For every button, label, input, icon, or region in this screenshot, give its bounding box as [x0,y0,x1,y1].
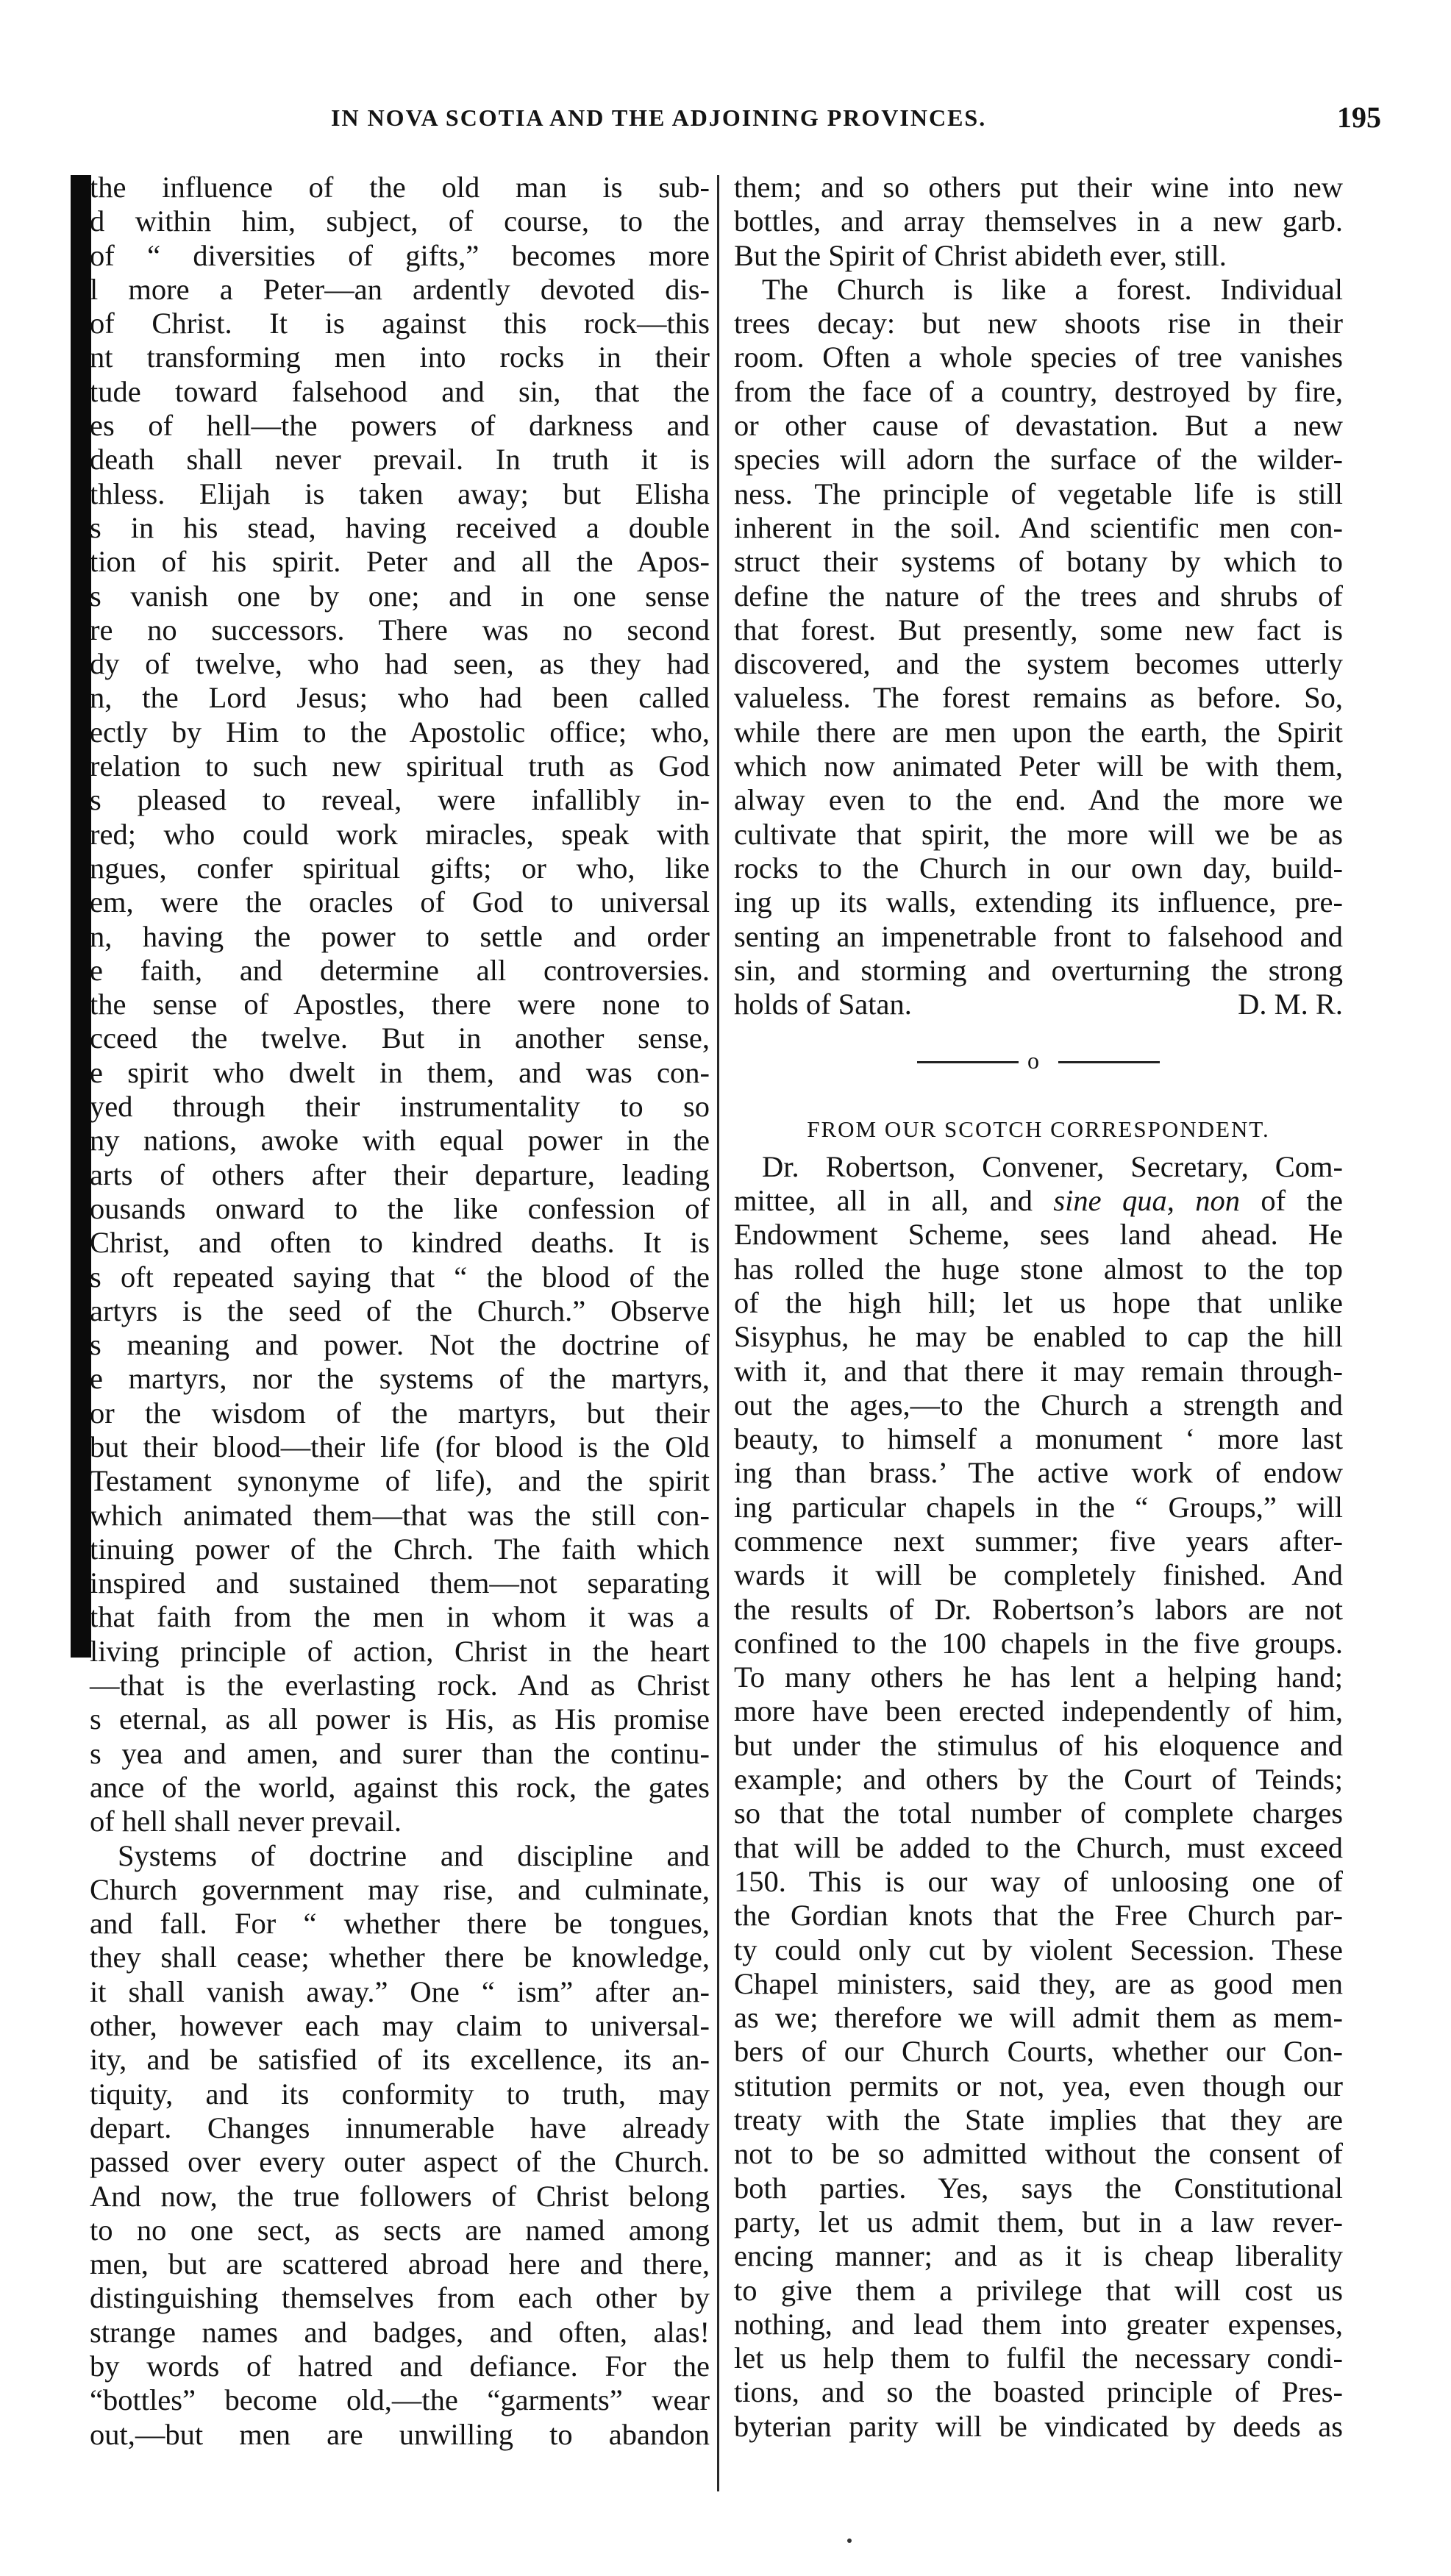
text-line: s in his stead, having received a double [90,510,710,544]
divider-rule-right [1058,1061,1160,1063]
text-line: depart. Changes innumerable have already [90,2111,710,2144]
text-line: To many others he has lent a helping hand; [734,1660,1343,1694]
text-line: tion of his spirit. Peter and all the Apos- [90,545,710,579]
text-line: es of hell—the powers of darkness and [90,409,710,443]
text-line: wards it will be completely finished. And [734,1558,1343,1592]
text-line: inherent in the soil. And scientific men con- [734,510,1343,544]
text-line: party, let us admit them, but in a law rever- [734,2205,1343,2238]
text-line: tiquity, and its conformity to truth, may [90,2077,710,2111]
text-line: let us help them to fulfil the necessary condi- [734,2341,1343,2375]
text-line: bottles, and array themselves in a new garb. [734,204,1343,238]
text-line: while there are men upon the earth, the Spirit [734,715,1343,749]
closing-line [734,988,1343,1021]
text-line: s oft repeated saying that “ the blood of the [90,1260,710,1294]
text-line: or the wisdom of the martyrs, but their [90,1396,710,1430]
text-line: out the ages,—to the Church a strength and [734,1388,1343,1421]
text-line: by words of hatred and defiance. For the [90,2350,710,2383]
text-line: passed over every outer aspect of the Church. [90,2145,710,2179]
text-line: both parties. Yes, says the Constitutional [734,2171,1343,2205]
text-line: that forest. But presently, some new fact is [734,613,1343,646]
text-line: nothing, and lead them into greater expenses, [734,2307,1343,2341]
page-number: 195 [1337,101,1381,134]
text-line: the influence of the old man is sub- [90,171,710,204]
text-line: of “ diversities of gifts,” becomes more [90,238,710,272]
text-line: “bottles” become old,—the “garments” wear [90,2383,710,2417]
text-line: ness. The principle of vegetable life is still [734,477,1343,510]
text-line: treaty with the State implies that they are [734,2103,1343,2137]
text-line: out,—but men are unwilling to abandon [90,2417,710,2451]
text-line: tude toward falsehood and sin, that the [90,374,710,408]
text-line: men, but are scattered abroad here and there, [90,2247,710,2281]
text-line: other, however each may claim to universal- [90,2009,710,2043]
text-line: sin, and storming and overturning the strong [734,953,1343,987]
text-line: Sisyphus, he may be enabled to cap the hill [734,1320,1343,1354]
text-line: senting an impenetrable front to falsehood and [734,919,1343,953]
text-line: re no successors. There was no second [90,613,710,646]
text-line: so that the total number of complete charges [734,1797,1343,1830]
text-line: it shall vanish away.” One “ ism” after an- [90,1974,710,2008]
left-column [90,171,710,2452]
text-line: n, the Lord Jesus; who had been called [90,681,710,715]
text-line: dy of twelve, who had seen, as they had [90,647,710,681]
text-line: struct their systems of botany by which to [734,545,1343,579]
text-line: from the face of a country, destroyed by fire, [734,374,1343,408]
text-line: has rolled the huge stone almost to the top [734,1252,1343,1285]
text-line: but under the stimulus of his eloquence and [734,1728,1343,1762]
text-line: ousands onward to the like confession of [90,1191,710,1225]
text-line: s vanish one by one; and in one sense [90,579,710,613]
text-line: example; and others by the Court of Teinds; [734,1763,1343,1797]
text-line: Systems of doctrine and discipline and [118,1838,710,1872]
text-line: red; who could work miracles, speak with [90,817,710,851]
text-line: 150. This is our way of unloosing one of [734,1864,1343,1898]
text-line: arts of others after their departure, leading [90,1157,710,1191]
text-line: strange names and badges, and often, alas! [90,2315,710,2349]
text-line: define the nature of the trees and shrubs of [734,579,1343,613]
text-line: alway even to the end. And the more we [734,783,1343,817]
text-line: commence next summer; five years after- [734,1524,1343,1558]
text-line: ance of the world, against this rock, the gates [90,1770,710,1804]
text-line: not to be so admitted without the consent of [734,2137,1343,2171]
text-line: the sense of Apostles, there were none to [90,988,710,1021]
text-line: Dr. Robertson, Convener, Secretary, Com- [762,1149,1343,1183]
text-line: ectly by Him to the Apostolic office; who, [90,715,710,749]
text-line: of the high hill; let us hope that unlike [734,1285,1343,1319]
text-line: which now animated Peter will be with them, [734,749,1343,783]
text-line: beauty, to himself a monument ‘ more last [734,1422,1343,1456]
text-line: em, were the oracles of God to universal [90,885,710,919]
text-line: —that is the everlasting rock. And as Christ [90,1669,710,1702]
text-line: Testament synonyme of life), and the spirit [90,1464,710,1498]
text-line: as we; therefore we will admit them as mem- [734,2001,1343,2035]
text-line: room. Often a whole species of tree vanishes [734,340,1343,374]
text-line: n, having the power to settle and order [90,919,710,953]
article-continuation [734,171,1343,988]
text-line: they shall cease; whether there be knowledge, [90,1941,710,1974]
text-line: distinguishing themselves from each other by [90,2281,710,2315]
text-line: cultivate that spirit, the more will we be as [734,817,1343,851]
text-line: them; and so others put their wine into new [734,171,1343,204]
text-line: byterian parity will be vindicated by deeds as [734,2409,1343,2443]
text-line: living principle of action, Christ in the heart [90,1634,710,1668]
text-fragment: mittee, all in all, and [734,1184,1054,1218]
text-line: s pleased to reveal, were infallibly in- [90,783,710,817]
text-line: valueless. The forest remains as before. So, [734,681,1343,715]
text-line: thless. Elijah is taken away; but Elisha [90,477,710,510]
text-line: ing up its walls, extending its influence, pre- [734,885,1343,919]
text-line: tions, and so the boasted principle of Pres- [734,2375,1343,2409]
text-line: The Church is like a forest. Individual [762,272,1343,306]
text-line: discovered, and the system becomes utterly [734,647,1343,681]
text-line: e faith, and determine all controversies. [90,953,710,987]
binding-edge-shadow [71,175,91,1658]
latin-phrase: sine qua, non [1053,1184,1240,1218]
text-line: ny nations, awoke with equal power in the [90,1124,710,1157]
text-line: species will adorn the surface of the wilder- [734,443,1343,477]
text-line-latin [734,1184,1343,1218]
running-header: IN NOVA SCOTIA AND THE ADJOINING PROVINCES. [331,104,987,131]
section-title: FROM OUR SCOTCH CORRESPONDENT. [807,1116,1270,1143]
text-line: But the Spirit of Christ abideth ever, still. [734,238,1227,272]
text-line: bers of our Church Courts, whether our Con- [734,2035,1343,2069]
text-line: the results of Dr. Robertson’s labors are not [734,1592,1343,1626]
text-line: which animated them—that was the still con- [90,1498,710,1532]
text-line: to give them a privilege that will cost us [734,2273,1343,2307]
text-line: with it, and that there it may remain through- [734,1354,1343,1388]
text-line: d within him, subject, of course, to the [90,204,710,238]
text-line: And now, the true followers of Christ belong [90,2179,710,2213]
closing-text: holds of Satan. [734,988,912,1021]
right-column [734,171,1343,2444]
text-line: cceed the twelve. But in another sense, [90,1021,710,1055]
text-line: the Gordian knots that the Free Church par- [734,1899,1343,1933]
text-line: to no one sect, as sects are named among [90,2213,710,2247]
correspondent-article [734,1218,1343,2444]
text-line: yed through their instrumentality to so [90,1090,710,1124]
text-line: relation to such new spiritual truth as God [90,749,710,783]
text-line: encing manner; and as it is cheap liberality [734,2239,1343,2273]
text-line: ing than brass.’ The active work of endow [734,1456,1343,1490]
page-mark [847,2538,852,2543]
text-line: l more a Peter—an ardently devoted dis- [90,272,710,306]
text-line: ity, and be satisfied of its excellence, its an- [90,2043,710,2077]
text-line: s meaning and power. Not the doctrine of [90,1328,710,1362]
text-line: Chapel ministers, said they, are as good men [734,1966,1343,2000]
text-line: inspired and sustained them—not separating [90,1566,710,1600]
column-rule [717,175,719,2491]
text-line: s eternal, as all power is His, as His promise [90,1702,710,1736]
text-line: s yea and amen, and surer than the continu- [90,1736,710,1770]
divider-ornament: o [1027,1047,1039,1074]
text-line: nt transforming men into rocks in their [90,340,710,374]
text-line: e spirit who dwelt in them, and was con- [90,1055,710,1089]
section-divider [917,1043,1160,1079]
text-line: confined to the 100 chapels in the five groups. [734,1626,1343,1660]
text-line: e martyrs, nor the systems of the martyrs, [90,1362,710,1396]
text-line: but their blood—their life (for blood is the Old [90,1430,710,1463]
text-line: ngues, confer spiritual gifts; or who, like [90,851,710,885]
text-line: and fall. For “ whether there be tongues, [90,1907,710,1941]
text-line: tinuing power of the Chrch. The faith which [90,1532,710,1566]
divider-rule-left [917,1061,1019,1063]
text-line: Endowment Scheme, sees land ahead. He [734,1218,1343,1252]
text-line: of hell shall never prevail. [90,1805,402,1838]
text-line: death shall never prevail. In truth it is [90,443,710,477]
text-line: stitution permits or not, yea, even though our [734,2069,1343,2102]
text-line: of Christ. It is against this rock—this [90,307,710,340]
text-line: Church government may rise, and culminate, [90,1872,710,1906]
text-line: trees decay: but new shoots rise in their [734,307,1343,340]
author-signature: D. M. R. [1238,988,1343,1021]
text-line: ty could only cut by violent Secession. These [734,1933,1343,1966]
text-line: or other cause of devastation. But a new [734,409,1343,443]
text-line: ing particular chapels in the “ Groups,” will [734,1490,1343,1524]
text-fragment: of the [1240,1184,1343,1218]
text-line: that faith from the men in whom it was a [90,1600,710,1634]
text-line: artyrs is the seed of the Church.” Observe [90,1294,710,1327]
text-line: Christ, and often to kindred deaths. It is [90,1226,710,1260]
text-line: rocks to the Church in our own day, build- [734,851,1343,885]
text-line: more have been erected independently of him, [734,1694,1343,1728]
text-line: that will be added to the Church, must exceed [734,1830,1343,1864]
